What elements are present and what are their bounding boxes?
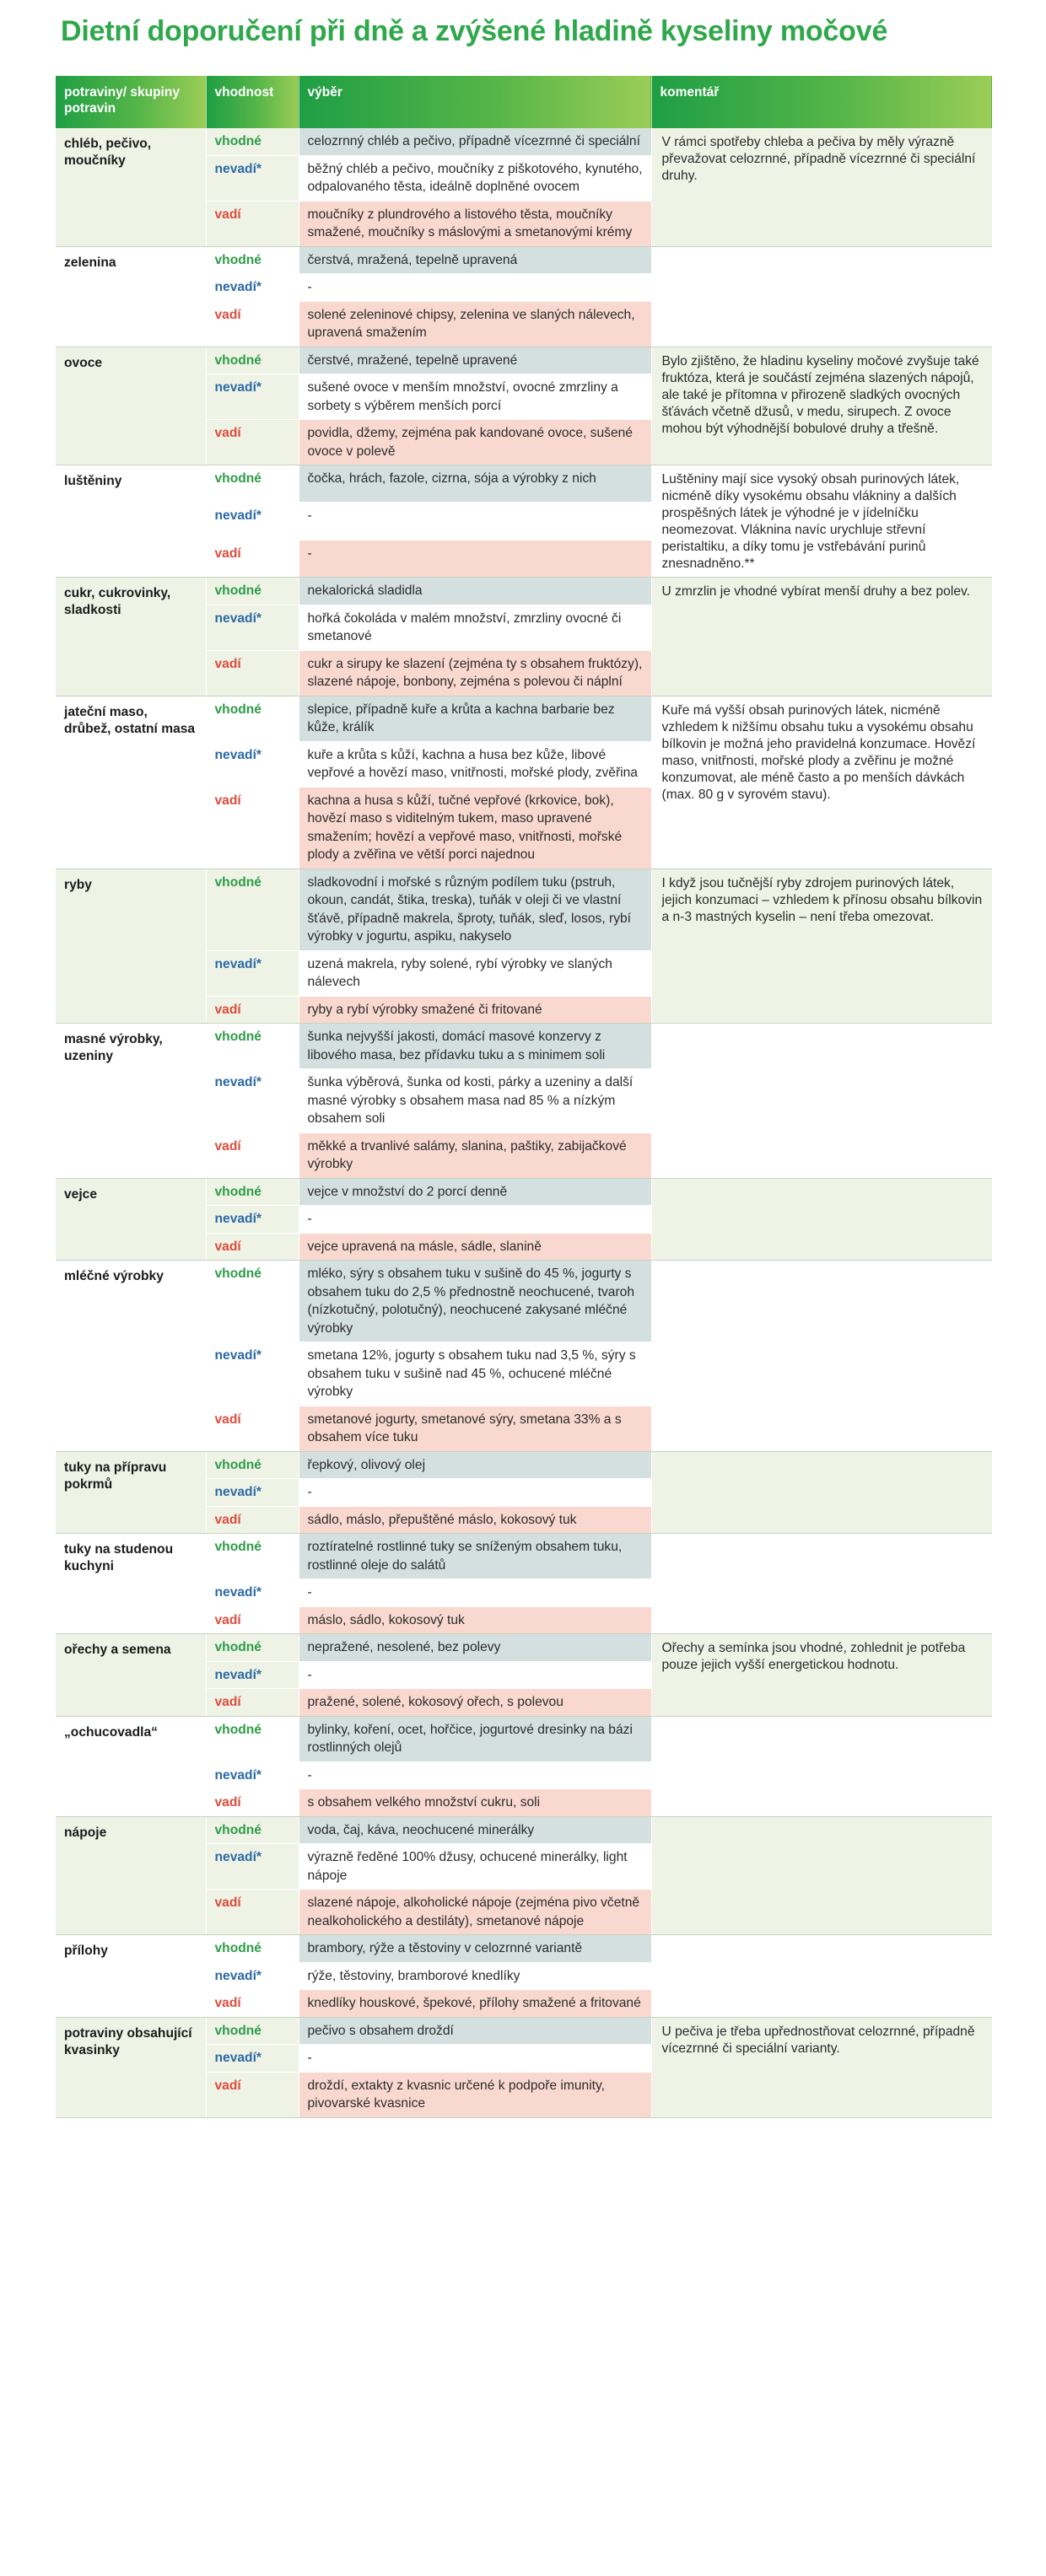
food-choice-text: brambory, rýže a těstoviny v celozrnné variantě — [299, 1935, 651, 1963]
suitability-label: nevadí* — [206, 741, 299, 787]
suitability-label: vadí — [206, 996, 299, 1024]
food-group — [56, 465, 992, 578]
food-choice-text: rýže, těstoviny, bramborové knedlíky — [299, 1962, 651, 1990]
food-choice-text: měkké a trvanlivé salámy, slanina, paštiky, zabijačkové výrobky — [299, 1132, 651, 1178]
table-row — [56, 2017, 992, 2045]
food-group — [56, 1935, 992, 2018]
food-choice-text: pečivo s obsahem droždí — [299, 2017, 651, 2045]
group-comment — [651, 1935, 992, 2018]
food-choice-text: sladkovodní i mořské s různým podílem tuku (pstruh, okoun, candát, štika, treska), tuňák v oleji či ve vlastní šťávě, případně makrela, šproty, tuňák, sleď, losos, rybí výrobky v jogurtu, aspiku, nakyselo — [299, 869, 651, 950]
suitability-label: nevadí* — [206, 1761, 299, 1789]
table-row — [56, 128, 992, 155]
suitability-label: vhodné — [206, 2017, 299, 2045]
food-choice-text: sádlo, máslo, přepuštěné máslo, kokosový tuk — [299, 1506, 651, 1534]
food-choice-text: hořká čokoláda v malém množství, zmrzliny ovocné či smetanové — [299, 605, 651, 650]
food-choice-text: slazené nápoje, alkoholické nápoje (zejména pivo včetně nealkoholického a destiláty), smetanové nápoje — [299, 1890, 651, 1935]
food-choice-text: - — [299, 1479, 651, 1507]
group-comment: U zmrzlin je vhodné vybírat menší druhy a bez polev. — [651, 578, 992, 696]
food-choice-text: - — [299, 1761, 651, 1789]
food-choice-text: šunka nejvyšší jakosti, domácí masové konzervy z libového masa, bez přídavku tuku a s minimem soli — [299, 1024, 651, 1069]
food-group — [56, 578, 992, 696]
group-name: tuky na studenou kuchyni — [56, 1534, 206, 1634]
food-group — [56, 1178, 992, 1261]
group-name: mléčné výrobky — [56, 1261, 206, 1452]
food-group — [56, 128, 992, 246]
food-choice-text: smetana 12%, jogurty s obsahem tuku nad 3,5 %, sýry s obsahem tuku v sušině nad 45 %, ochucené mléčné výrobky — [299, 1342, 651, 1406]
suitability-label: vadí — [206, 1606, 299, 1634]
food-group — [56, 1534, 992, 1634]
group-comment — [651, 1451, 992, 1534]
suitability-label: vadí — [206, 1890, 299, 1935]
food-choice-text: celozrnný chléb a pečivo, případně vícezrnné či speciální — [299, 128, 651, 155]
group-name: potraviny obsahující kvasinky — [56, 2017, 206, 2117]
food-choice-text: knedlíky houskové, špekové, přílohy smažené a fritované — [299, 1990, 651, 2018]
food-choice-text: - — [299, 540, 651, 577]
table-row — [56, 246, 992, 274]
suitability-label: vhodné — [206, 1178, 299, 1206]
food-choice-text: slepice, případně kuře a krůta a kachna barbarie bez kůže, králík — [299, 696, 651, 741]
food-choice-text: povidla, džemy, zejména pak kandované ovoce, sušené ovoce v polevě — [299, 420, 651, 465]
diet-table — [56, 76, 992, 2118]
food-choice-text: šunka výběrová, šunka od kosti, párky a uzeniny a další masné výrobky s obsahem masa nad 85 % a nízkým obsahem soli — [299, 1069, 651, 1133]
table-row — [56, 1816, 992, 1844]
food-choice-text: smetanové jogurty, smetanové sýry, smetana 33% a s obsahem více tuku — [299, 1406, 651, 1451]
suitability-label: vadí — [206, 301, 299, 347]
food-choice-text: - — [299, 1206, 651, 1234]
group-name: zelenina — [56, 246, 206, 347]
table-row — [56, 465, 992, 503]
food-choice-text: - — [299, 274, 651, 302]
food-group — [56, 869, 992, 1024]
food-choice-text: roztíratelné rostlinné tuky se sníženým obsahem tuku, rostlinné oleje do salátů — [299, 1534, 651, 1579]
food-choice-text: čerstvá, mražená, tepelně upravená — [299, 246, 651, 274]
suitability-label: vadí — [206, 650, 299, 696]
food-group — [56, 347, 992, 465]
group-name: jateční maso, drůbež, ostatní masa — [56, 696, 206, 869]
group-comment — [651, 1024, 992, 1179]
food-choice-text: čerstvé, mražené, tepelně upravené — [299, 347, 651, 374]
suitability-label: nevadí* — [206, 274, 299, 302]
table-row — [56, 1451, 992, 1479]
group-comment — [651, 1716, 992, 1816]
group-name: chléb, pečivo, moučníky — [56, 128, 206, 246]
header-group: potraviny/ skupiny potravin — [56, 76, 206, 128]
food-choice-text: droždí, extakty z kvasnic určené k podpoře imunity, pivovarské kvasnice — [299, 2072, 651, 2117]
group-name: „ochucovadla“ — [56, 1716, 206, 1816]
suitability-label: vhodné — [206, 696, 299, 741]
food-choice-text: - — [299, 1661, 651, 1689]
food-choice-text: - — [299, 1579, 651, 1607]
suitability-label: nevadí* — [206, 1661, 299, 1689]
table-row — [56, 1024, 992, 1069]
suitability-label: vadí — [206, 1233, 299, 1261]
suitability-label: nevadí* — [206, 1342, 299, 1406]
group-comment: Bylo zjištěno, že hladinu kyseliny močové zvyšuje také fruktóza, která je součástí zejména slazených nápojů, ale také je přítomna v přirozeně sladkých ovocných šťávách včetně džusů, v medu, sirupech. Z ovoce mohou být výhodnější bobulové druhy a třešně. — [651, 347, 992, 465]
group-comment: Kuře má vyšší obsah purinových látek, nicméně vzhledem k nižšímu obsahu tuku a vysokému obsahu bílkovin je možná jeho pravidelná konzumace. Hovězí maso, vnitřnosti, mořské plody a zvěřinu je možné konzumovat, ale méně často a po menších dávkách (max. 80 g v syrovém stavu). — [651, 696, 992, 869]
table-row — [56, 1935, 992, 1963]
group-name: vejce — [56, 1178, 206, 1261]
food-choice-text: nepražené, nesolené, bez polevy — [299, 1634, 651, 1662]
suitability-label: vadí — [206, 1789, 299, 1817]
food-choice-text: sušené ovoce v menším množství, ovocné zmrzliny a sorbety s výběrem menších porcí — [299, 374, 651, 420]
suitability-label: vhodné — [206, 347, 299, 374]
food-choice-text: cukr a sirupy ke slazení (zejména ty s obsahem fruktózy), slazené nápoje, bonbony, zejména s polevou či náplní — [299, 650, 651, 696]
suitability-label: vhodné — [206, 1024, 299, 1069]
group-comment — [651, 1261, 992, 1452]
group-comment: Ořechy a semínka jsou vhodné, zohlednit je potřeba pouze jejich vyšší energetickou hodnotu. — [651, 1634, 992, 1717]
suitability-label: vadí — [206, 787, 299, 869]
food-choice-text: vejce upravená na másle, sádle, slanině — [299, 1233, 651, 1261]
food-group — [56, 696, 992, 869]
food-choice-text: bylinky, koření, ocet, hořčice, jogurtové dresinky na bázi rostlinných olejů — [299, 1716, 651, 1761]
food-choice-text: mléko, sýry s obsahem tuku v sušině do 45 %, jogurty s obsahem tuku do 2,5 % přednostně neochucené, tvaroh (nízkotučný, polotučný), neochucené zakysané mléčné výrobky — [299, 1261, 651, 1342]
suitability-label: nevadí* — [206, 374, 299, 420]
table-row — [56, 578, 992, 605]
suitability-label: vhodné — [206, 465, 299, 503]
food-group — [56, 2017, 992, 2117]
suitability-label: vhodné — [206, 578, 299, 605]
suitability-label: vadí — [206, 1990, 299, 2018]
group-name: luštěniny — [56, 465, 206, 578]
group-comment: I když jsou tučnější ryby zdrojem purinových látek, jejich konzumaci – vzhledem k přínosu obsahu bílkovin a n-3 mastných kyselin – není třeba omezovat. — [651, 869, 992, 1024]
food-choice-text: uzená makrela, ryby solené, rybí výrobky ve slaných nálevech — [299, 950, 651, 996]
page-title: Dietní doporučení při dně a zvýšené hladině kyseliny močové — [61, 15, 888, 47]
suitability-label: vhodné — [206, 1261, 299, 1342]
food-choice-text: solené zeleninové chipsy, zelenina ve slaných nálevech, upravená smažením — [299, 301, 651, 347]
food-choice-text: moučníky z plundrového a listového těsta, moučníky smažené, moučníky s máslovými a smetanovými krémy — [299, 201, 651, 246]
suitability-label: nevadí* — [206, 1206, 299, 1234]
group-name: masné výrobky, uzeniny — [56, 1024, 206, 1179]
suitability-label: vhodné — [206, 1534, 299, 1579]
table-row — [56, 1178, 992, 1206]
food-choice-text: čočka, hrách, fazole, cizrna, sója a výrobky z nich — [299, 465, 651, 503]
suitability-label: nevadí* — [206, 2045, 299, 2073]
group-comment: U pečiva je třeba upřednostňovat celozrnné, případně vícezrnné či speciální varianty. — [651, 2017, 992, 2117]
suitability-label: vhodné — [206, 1935, 299, 1963]
suitability-label: vadí — [206, 1506, 299, 1534]
food-group — [56, 1816, 992, 1935]
group-comment: Luštěniny mají sice vysoký obsah purinových látek, nicméně díky vysokému obsahu vlákniny a dalších prospěšných látek je výhodné je v jídelníčku neomezovat. Vláknina navíc urychluje střevní peristaltiku, a díky tomu je vstřebávání purinů znesnadněno.** — [651, 465, 992, 578]
food-choice-text: pražené, solené, kokosový ořech, s polevou — [299, 1689, 651, 1717]
suitability-label: vadí — [206, 201, 299, 246]
food-choice-text: kuře a krůta s kůží, kachna a husa bez kůže, libové vepřové a hovězí maso, vnitřnosti, mořské plody, zvěřina — [299, 741, 651, 787]
food-choice-text: běžný chléb a pečivo, moučníky z piškotového, kynutého, odpalovaného těsta, ideálně doplněné ovocem — [299, 155, 651, 201]
table-row — [56, 869, 992, 950]
suitability-label: nevadí* — [206, 1579, 299, 1607]
food-choice-text: kachna a husa s kůží, tučné vepřové (krkovice, bok), hovězí maso s viditelným tukem, maso upravené smažením; hovězí a vepřové maso, vnitřnosti, mořské plody a zvěřina ve větší porci najednou — [299, 787, 651, 869]
food-choice-text: voda, čaj, káva, neochucené minerálky — [299, 1816, 651, 1844]
food-group — [56, 1634, 992, 1717]
group-comment — [651, 1178, 992, 1261]
group-comment — [651, 246, 992, 347]
group-comment: V rámci spotřeby chleba a pečiva by měly výrazně převažovat celozrnné, případně vícezrnné či speciální druhy. — [651, 128, 992, 246]
suitability-label: nevadí* — [206, 950, 299, 996]
food-choice-text: řepkový, olivový olej — [299, 1451, 651, 1479]
suitability-label: vadí — [206, 1406, 299, 1451]
suitability-label: vhodné — [206, 1634, 299, 1662]
suitability-label: nevadí* — [206, 605, 299, 650]
header-level: vhodnost — [206, 76, 299, 128]
group-comment — [651, 1534, 992, 1634]
food-group — [56, 1716, 992, 1816]
suitability-label: vhodné — [206, 1816, 299, 1844]
header-comment: komentář — [651, 76, 992, 128]
group-name: nápoje — [56, 1816, 206, 1935]
group-name: ořechy a semena — [56, 1634, 206, 1717]
table-row — [56, 1716, 992, 1761]
group-name: ovoce — [56, 347, 206, 465]
suitability-label: vhodné — [206, 869, 299, 950]
table-row — [56, 1261, 992, 1342]
suitability-label: vadí — [206, 1132, 299, 1178]
suitability-label: nevadí* — [206, 1479, 299, 1507]
suitability-label: nevadí* — [206, 1844, 299, 1890]
suitability-label: vadí — [206, 420, 299, 465]
food-choice-text: vejce v množství do 2 porcí denně — [299, 1178, 651, 1206]
suitability-label: vhodné — [206, 128, 299, 155]
suitability-label: vadí — [206, 1689, 299, 1717]
food-choice-text: ryby a rybí výrobky smažené či fritované — [299, 996, 651, 1024]
food-choice-text: - — [299, 2045, 651, 2073]
table-row — [56, 1534, 992, 1579]
suitability-label: vadí — [206, 540, 299, 577]
header-choice: výběr — [299, 76, 651, 128]
suitability-label: nevadí* — [206, 155, 299, 201]
food-group — [56, 246, 992, 347]
suitability-label: nevadí* — [206, 1069, 299, 1133]
suitability-label: vhodné — [206, 1451, 299, 1479]
food-choice-text: nekalorická sladidla — [299, 578, 651, 605]
food-choice-text: výrazně ředěné 100% džusy, ochucené minerálky, light nápoje — [299, 1844, 651, 1890]
suitability-label: vadí — [206, 2072, 299, 2117]
group-name: cukr, cukrovinky, sladkosti — [56, 578, 206, 696]
table-row — [56, 1634, 992, 1662]
food-choice-text: máslo, sádlo, kokosový tuk — [299, 1606, 651, 1634]
table-row — [56, 347, 992, 374]
suitability-label: nevadí* — [206, 1962, 299, 1990]
table-header-row — [56, 76, 992, 128]
group-comment — [651, 1816, 992, 1935]
food-group — [56, 1261, 992, 1452]
food-group — [56, 1024, 992, 1179]
table-row — [56, 696, 992, 741]
food-choice-text: - — [299, 503, 651, 540]
suitability-label: vhodné — [206, 246, 299, 274]
suitability-label: nevadí* — [206, 503, 299, 540]
group-name: přílohy — [56, 1935, 206, 2018]
group-name: ryby — [56, 869, 206, 1024]
suitability-label: vhodné — [206, 1716, 299, 1761]
food-choice-text: s obsahem velkého množství cukru, soli — [299, 1789, 651, 1817]
group-name: tuky na přípravu pokrmů — [56, 1451, 206, 1534]
food-group — [56, 1451, 992, 1534]
